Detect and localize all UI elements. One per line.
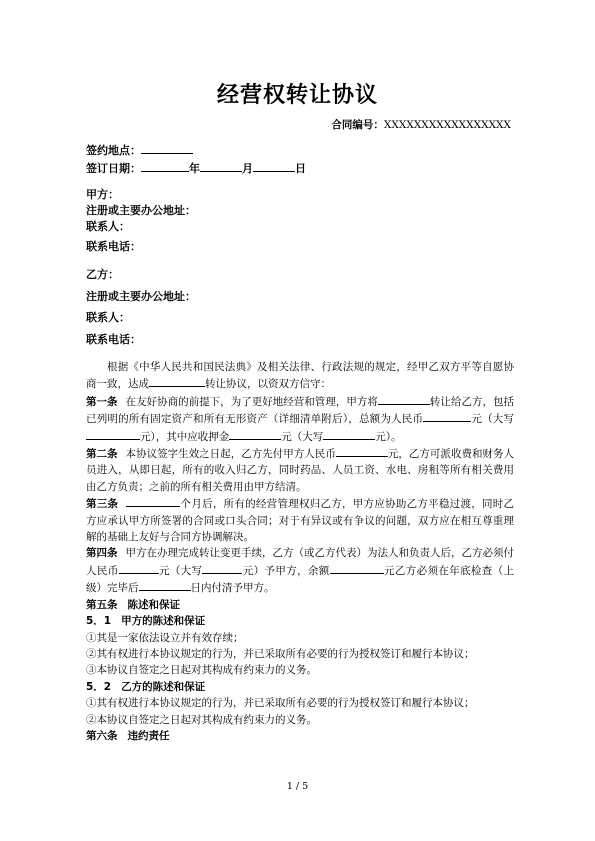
contract-number <box>331 117 511 132</box>
signing-place-blank <box>141 142 193 154</box>
section-5-1-title: 甲方的陈述和保证 <box>121 615 206 628</box>
contract-number-label: 合同编号： <box>331 119 384 131</box>
section-5-2-heading <box>86 679 514 695</box>
article-1-blank-4 <box>229 428 281 440</box>
contract-number-value: XXXXXXXXXXXXXXXXX <box>383 119 511 131</box>
intro-text-1: 根据《中华人民共和国民法典》及相关法律、行政法规的规定，经甲乙双方平等自愿协商一致，达成 <box>86 361 514 391</box>
party-b-address-label: 注册或主要办公地址： <box>86 290 196 303</box>
article-4-blank-3 <box>330 562 384 574</box>
party-a-label: 甲方： <box>86 188 119 201</box>
section-5-1-item: ①其是一家依法设立并有效存续； <box>86 631 244 644</box>
signing-date-label: 签订日期： <box>86 162 141 175</box>
party-a-address-label: 注册或主要办公地址： <box>86 204 196 217</box>
article-1-text-2: 转让给乙方，包括已列明的所有固定资产和所有无形资产（详细清单附后），总额为人民币 <box>86 395 515 426</box>
article-4-text-5: 日内付清予甲方。 <box>190 582 275 595</box>
section-5-2-item: ②本协议自签定之日起对其构成有约束力的义务。 <box>86 713 317 726</box>
section-5-1-item: ③本协议自签定之日起对其构成有约束力的义务。 <box>86 664 317 677</box>
article-5-number: 第五条 <box>86 598 118 611</box>
intro-text-2: 转让协议，以资双方信守： <box>205 378 331 391</box>
article-1-text-5: 元（大写 <box>281 430 324 443</box>
intro-blank <box>149 375 205 387</box>
article-1-text-1: 在友好协商的前提下，为了更好地经营和管理，甲方将 <box>125 395 378 408</box>
article-4-text-1: 甲方在办理完成转让变更手续，乙方（或乙方代表）为法人和负责人后，乙方必须付人民币 <box>86 547 514 577</box>
article-1 <box>86 393 514 445</box>
agreement-body <box>86 359 514 744</box>
signing-month-blank <box>200 160 242 172</box>
article-3-text-1: 个月后，所有的经营管理权归乙方，甲方应协助乙方平稳过渡，同时乙方应承认甲方所签署的合同或口头合同；对于有异议或有争议的问题，双方应在相互尊重理解的基础上友好与合同方协调解决。 <box>86 498 515 544</box>
article-2 <box>86 445 514 495</box>
article-6-heading <box>86 728 514 744</box>
article-6-title: 违约责任 <box>127 729 170 742</box>
section-5-2-title: 乙方的陈述和保证 <box>121 680 206 693</box>
signing-day-label: 日 <box>295 162 306 175</box>
party-b-contact-label: 联系人： <box>86 311 130 324</box>
article-1-text-4: 元），其中应收押金 <box>140 430 230 443</box>
signing-place-label: 签约地点： <box>86 144 141 157</box>
article-4-heading: 第四条 <box>86 547 118 560</box>
article-3 <box>86 495 514 545</box>
article-2-blank-1 <box>336 445 388 457</box>
article-1-blank-2 <box>423 410 471 422</box>
article-4-text-2: 元（大写 <box>158 564 203 577</box>
article-4-blank-1 <box>119 562 159 574</box>
signing-year-label: 年 <box>189 162 200 175</box>
section-5-1-number: 5．1 <box>86 615 112 628</box>
signing-place <box>86 142 193 158</box>
article-5-heading <box>86 597 514 613</box>
page-number: 1 / 5 <box>286 781 309 792</box>
article-1-blank-1 <box>378 393 430 405</box>
section-5-2-item: ①其有权进行本协议规定的行为，并已采取所有必要的行为授权签订和履行本协议； <box>86 697 475 710</box>
signing-date <box>86 160 306 176</box>
document-title: 经营权转让协议 <box>216 83 378 108</box>
article-4-text-4: 元乙方必须在年底检查（上级）完毕后 <box>86 564 515 595</box>
article-1-text-3: 元（大写 <box>471 413 515 426</box>
article-4-blank-2 <box>202 562 242 574</box>
article-2-text-2: 元，乙方可派收费和财务人员进入，从即日起，所有的收入归乙方，同时药品、人员工资、水电、房租等所有相关费用由乙方负责；之前的所有相关费用由甲方结清。 <box>86 448 515 493</box>
signing-month-label: 月 <box>242 162 253 175</box>
article-1-blank-5 <box>323 428 375 440</box>
article-1-text-6: 元）。 <box>375 430 402 443</box>
article-6-number: 第六条 <box>86 729 118 742</box>
article-2-heading: 第二条 <box>86 448 118 461</box>
article-1-heading: 第一条 <box>86 395 118 408</box>
party-a-phone-label: 联系电话： <box>86 240 141 253</box>
section-5-2-number: 5．2 <box>86 680 112 693</box>
article-1-blank-3 <box>86 428 140 440</box>
party-b-phone-label: 联系电话： <box>86 333 141 346</box>
article-2-text-1: 本协议签字生效之日起，乙方先付甲方人民币 <box>125 448 336 461</box>
section-5-1-heading <box>86 613 514 629</box>
signing-day-blank <box>253 160 295 172</box>
article-3-blank-1 <box>126 495 180 507</box>
party-a-contact-label: 联系人： <box>86 220 130 233</box>
article-4-text-3: 元）予甲方，余额 <box>242 564 330 577</box>
party-b-label: 乙方： <box>86 268 119 281</box>
article-4-blank-4 <box>139 579 191 591</box>
intro-paragraph <box>86 359 514 393</box>
article-3-heading: 第三条 <box>86 498 119 511</box>
section-5-1-item: ②其有权进行本协议规定的行为，并已采取所有必要的行为授权签订和履行本协议； <box>86 647 475 660</box>
signing-year-blank <box>141 160 189 172</box>
article-5-title: 陈述和保证 <box>127 598 180 611</box>
article-4 <box>86 545 514 596</box>
